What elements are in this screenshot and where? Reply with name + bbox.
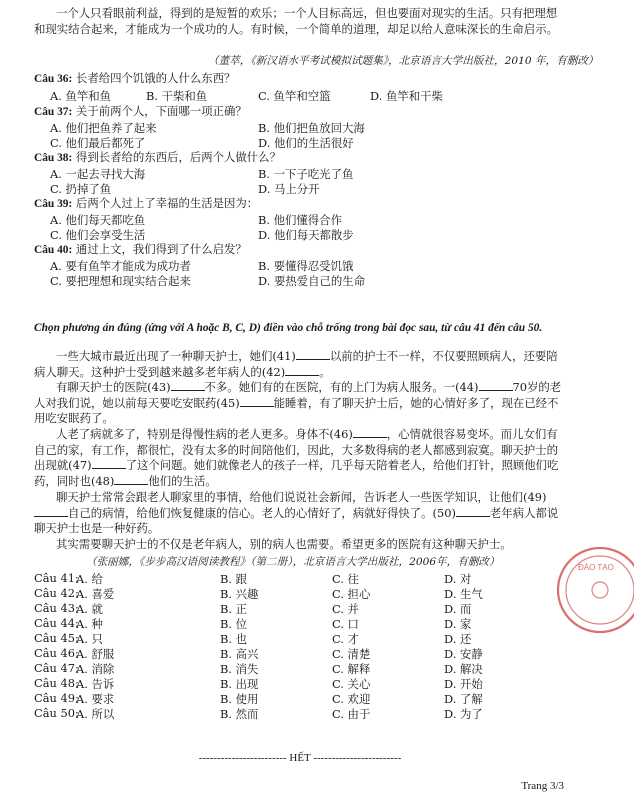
blank-49[interactable] (34, 506, 68, 517)
q40-option-a[interactable]: A. 要有鱼竿才能成为成功者 (50, 259, 191, 273)
q38-option-c[interactable]: C. 扔掉了鱼 (50, 182, 112, 196)
question-46-num: Câu 46: (34, 646, 79, 660)
q41-option-b[interactable]: B. 跟 (220, 572, 248, 586)
blank-48[interactable] (114, 474, 148, 485)
q48-option-b[interactable]: B. 出现 (220, 677, 259, 691)
passage-paragraph-4: 聊天护士常常会跟老人聊家里的事情，给他们说说社会新闻，告诉老人一些医学知识，让他们(49)自己的病情，给他们恢复健康的信心。老人的心情好了，病就好得快了。(50) 老年病人都说聊天护士也是一种好药。 (34, 490, 559, 536)
q46-option-b[interactable]: B. 高兴 (220, 647, 259, 661)
question-40: Câu 40: 通过上文，我们得到了什么启发？ (34, 242, 247, 256)
q49-option-d[interactable]: D. 了解 (444, 692, 483, 706)
question-43-num: Câu 43: (34, 601, 79, 615)
q48-option-a[interactable]: A. 告诉 (76, 677, 115, 691)
q49-option-b[interactable]: B. 使用 (220, 692, 259, 706)
q41-option-a[interactable]: A. 给 (76, 572, 103, 586)
q49-option-c[interactable]: C. 欢迎 (332, 692, 371, 706)
q39-option-d[interactable]: D. 他们每天都散步 (258, 228, 354, 242)
question-43-row (34, 601, 566, 616)
q43-option-a[interactable]: A. 就 (76, 602, 103, 616)
q50-option-c[interactable]: C. 由于 (332, 707, 371, 721)
question-36: Câu 36: 长者给四个饥饿的人什么东西？ (34, 71, 236, 85)
question-48-row (34, 676, 566, 691)
q37-option-c[interactable]: C. 他们最后都死了 (50, 136, 146, 150)
blank-46[interactable] (353, 427, 387, 438)
question-45-row (34, 631, 566, 646)
q41-option-d[interactable]: D. 对 (444, 572, 472, 586)
cloze-instruction: Chọn phương án đúng (ứng với A hoặc B, C, D) điền vào chỗ trống trong bài đọc sau, từ câu 41 đến câu 50. (34, 322, 543, 334)
q44-option-c[interactable]: C. 口 (332, 617, 359, 631)
q40-option-c[interactable]: C. 要把理想和现实结合起来 (50, 274, 191, 288)
q48-option-d[interactable]: D. 开始 (444, 677, 483, 691)
question-48-num: Câu 48: (34, 676, 79, 690)
question-37: Câu 37: 关于前两个人，下面哪一项正确？ (34, 104, 247, 118)
q39-option-a[interactable]: A. 他们每天都吃鱼 (50, 213, 146, 227)
official-seal-stamp (554, 540, 634, 640)
q45-option-b[interactable]: B. 也 (220, 632, 248, 646)
question-39: Câu 39: 后两个人过上了幸福的生活是因为： (34, 196, 259, 210)
q37-option-a[interactable]: A. 他们把鱼养了起来 (50, 121, 157, 135)
blank-44[interactable] (479, 380, 513, 391)
page-number: Trang 3/3 (521, 780, 564, 792)
q45-option-d[interactable]: D. 还 (444, 632, 472, 646)
question-42-row (34, 586, 566, 601)
q49-option-a[interactable]: A. 要求 (76, 692, 115, 706)
intro-citation: （董萃，《新汉语水平考试模拟试题集》，北京语言大学出版社，2010 年，有删改） (208, 55, 599, 67)
q47-option-d[interactable]: D. 解决 (444, 662, 483, 676)
blank-43[interactable] (171, 380, 205, 391)
question-50-num: Câu 50: (34, 706, 79, 720)
q42-option-b[interactable]: B. 兴趣 (220, 587, 259, 601)
q47-option-a[interactable]: A. 消除 (76, 662, 115, 676)
question-44-num: Câu 44: (34, 616, 79, 630)
passage-citation: （张丽娜，《步步高汉语阅读教程》（第二册），北京语言大学出版社，2006年，有删改） (86, 556, 500, 568)
blank-45[interactable] (240, 396, 274, 407)
q48-option-c[interactable]: C. 关心 (332, 677, 371, 691)
q50-option-a[interactable]: A. 所以 (76, 707, 115, 721)
blank-47[interactable] (92, 458, 126, 469)
blank-41[interactable] (296, 349, 330, 360)
q42-option-a[interactable]: A. 喜爱 (76, 587, 115, 601)
q46-option-d[interactable]: D. 安静 (444, 647, 483, 661)
question-41-row (34, 571, 566, 586)
intro-paragraph: 一个人只看眼前利益，得到的是短暂的欢乐；一个人目标高远，但也要面对现实的生活。只有把理想和现实结合起来，才能成为一个成功的人。有时候，一个简单的道理，却足以给人意味深长的生命启示。 (34, 6, 558, 36)
q39-option-b[interactable]: B. 他们懂得合作 (258, 213, 342, 227)
question-49-num: Câu 49: (34, 691, 79, 705)
question-38: Câu 38: 得到长者给的东西后，后两个人做什么？ (34, 150, 281, 164)
q43-option-c[interactable]: C. 并 (332, 602, 359, 616)
passage-paragraph-2: 有聊天护士的医院(43) 不多。她们有的在医院，有的上门为病人服务。一(44) 70岁的老人对我们说，她以前每天要吃安眠药(45) 能睡着，有了聊天护士后，她的心情好多了，现在已经不用吃安眠药了。 (34, 380, 562, 426)
q45-option-a[interactable]: A. 只 (76, 632, 103, 646)
passage-paragraph-1: 一些大城市最近出现了一种聊天护士，她们(41) 以前的护士不一样，不仅要照顾病人，还要陪病人聊天。这种护士受到越来越多老年病人的(42) 。 (34, 349, 558, 379)
q38-option-b[interactable]: B. 一下子吃光了鱼 (258, 167, 354, 181)
q46-option-c[interactable]: C. 清楚 (332, 647, 371, 661)
question-41-num: Câu 41: (34, 571, 79, 585)
blank-50[interactable] (456, 506, 490, 517)
q37-option-b[interactable]: B. 他们把鱼放回大海 (258, 121, 365, 135)
question-44-row (34, 616, 566, 631)
q47-option-c[interactable]: C. 解释 (332, 662, 371, 676)
q43-option-b[interactable]: B. 正 (220, 602, 248, 616)
question-45-num: Câu 45: (34, 631, 79, 645)
q39-option-c[interactable]: C. 他们会享受生活 (50, 228, 146, 242)
question-46-row (34, 646, 566, 661)
q40-option-d[interactable]: D. 要热爱自己的生命 (258, 274, 366, 288)
q36-option-b[interactable]: B. 干柴和鱼 (146, 89, 208, 103)
q45-option-c[interactable]: C. 才 (332, 632, 359, 646)
q36-option-a[interactable]: A. 鱼竿和鱼 (50, 89, 112, 103)
q36-option-c[interactable]: C. 鱼竿和空篮 (258, 89, 331, 103)
q44-option-d[interactable]: D. 家 (444, 617, 472, 631)
question-42-num: Câu 42: (34, 586, 79, 600)
stamp-text: ĐÀO TẠO (578, 563, 614, 572)
question-50-row (34, 706, 566, 721)
q47-option-b[interactable]: B. 消失 (220, 662, 259, 676)
q50-option-b[interactable]: B. 然而 (220, 707, 259, 721)
passage-paragraph-3: 人老了病就多了，特别是得慢性病的老人更多。身体不(46) ，心情就很容易变坏。而儿女们有自己的家，有工作，都很忙，没有太多的时间陪他们，因此，大多数得病的老人都感到寂寞。聊天护士的出现就(47) 了这个问题。她们就像老人的孩子一样，几乎每天陪着老人，给他们打针，照顾他们吃药，同时也(48) 他们的生活。 (34, 427, 559, 488)
q37-option-d[interactable]: D. 他们的生活很好 (258, 136, 354, 150)
q38-option-d[interactable]: D. 马上分开 (258, 182, 320, 196)
blank-42[interactable] (285, 365, 319, 376)
end-marker: ------------------------ HẾT ------------------------ (198, 752, 402, 764)
q44-option-a[interactable]: A. 种 (76, 617, 103, 631)
q42-option-d[interactable]: D. 生气 (444, 587, 483, 601)
question-47-num: Câu 47: (34, 661, 79, 675)
q41-option-c[interactable]: C. 往 (332, 572, 359, 586)
question-47-row (34, 661, 566, 676)
question-49-row (34, 691, 566, 706)
q44-option-b[interactable]: B. 位 (220, 617, 248, 631)
passage-paragraph-5: 其实需要聊天护士的不仅是老年病人，别的病人也需要。希望更多的医院有这种聊天护士。 (56, 537, 512, 551)
q50-option-d[interactable]: D. 为了 (444, 707, 483, 721)
q43-option-d[interactable]: D. 而 (444, 602, 472, 616)
q38-option-a[interactable]: A. 一起去寻找大海 (50, 167, 146, 181)
q42-option-c[interactable]: C. 担心 (332, 587, 371, 601)
q36-option-d[interactable]: D. 鱼竿和干柴 (370, 89, 443, 103)
q46-option-a[interactable]: A. 舒服 (76, 647, 115, 661)
q40-option-b[interactable]: B. 要懂得忍受饥饿 (258, 259, 354, 273)
